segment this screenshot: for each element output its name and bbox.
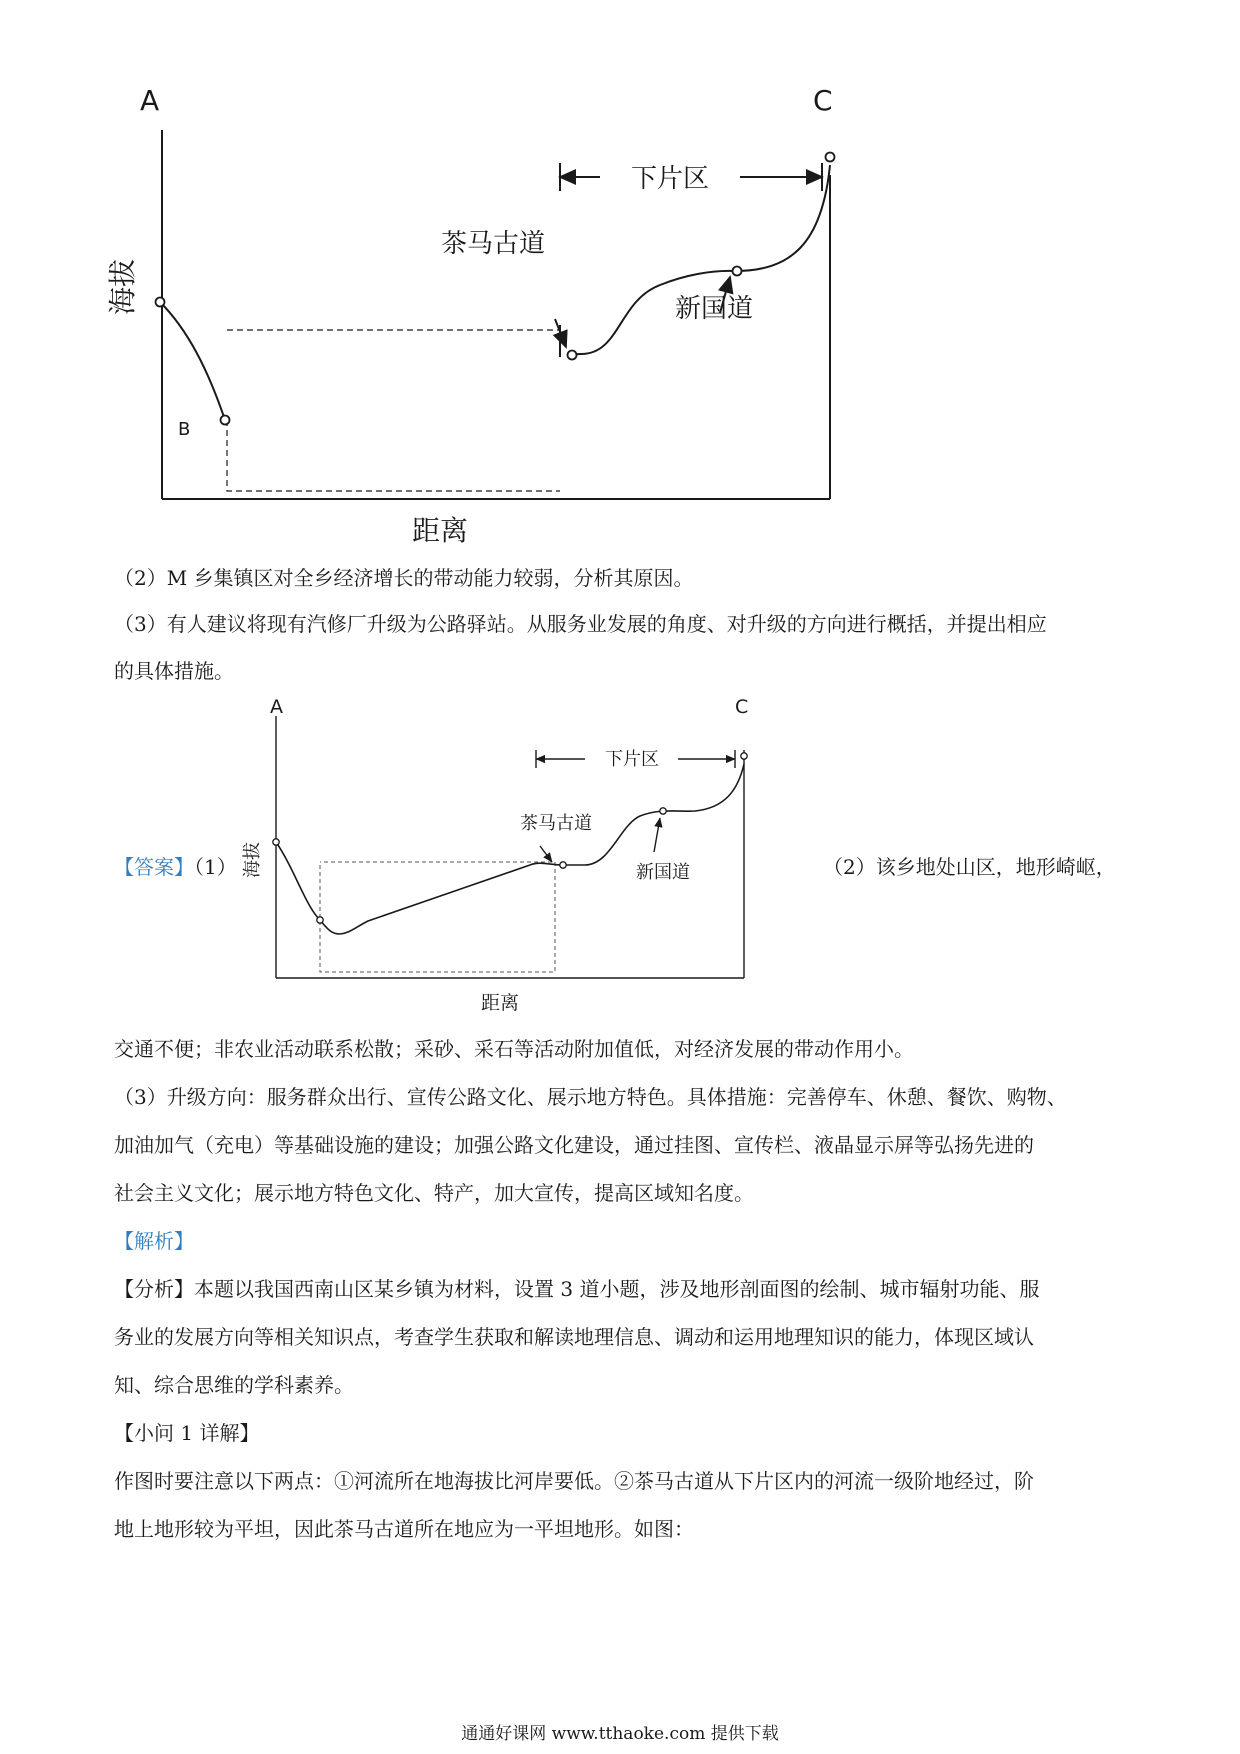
answer-part-2-start: （2）该乡地处山区，地形崎岖，: [823, 855, 1116, 879]
sub-question-1-line-1: 作图时要注意以下两点：①河流所在地海拔比河岸要低。②茶马古道从下片区内的河流一级阶地经过，阶: [114, 1469, 1034, 1493]
answer-part-2-continued: 交通不便；非农业活动联系松散；采砂、采石等活动附加值低，对经济发展的带动作用小。: [114, 1037, 914, 1061]
new-national-road-label: 新国道: [674, 294, 754, 324]
question-2: （2）M 乡集镇区对全乡经济增长的带动能力较弱，分析其原因。: [114, 566, 694, 590]
fig2-point-a-marker: [273, 839, 279, 845]
profile-curve-a-b: [160, 302, 225, 420]
range-label: 下片区: [630, 164, 710, 194]
answer-part-3-line-2: 加油加气（充电）等基础设施的建设；加强公路文化建设，通过挂图、宣传栏、液晶显示屏等弘扬先进的: [114, 1133, 1034, 1157]
point-c-marker: [826, 153, 835, 162]
tea-road-marker: [568, 351, 577, 360]
profile-figure-1: [100, 85, 880, 555]
fig2-point-c-label: C: [735, 696, 749, 718]
tea-horse-road-label: 茶马古道: [440, 229, 546, 259]
answer-tag: 【答案】: [114, 855, 194, 879]
analysis-line-3: 知、综合思维的学科素养。: [114, 1373, 354, 1397]
fig2-tea-road-marker: [560, 862, 566, 868]
new-road-marker: [733, 267, 742, 276]
analysis-line-1: 【分析】本题以我国西南山区某乡镇为材料，设置 3 道小题，涉及地形剖面图的绘制、城市辐射功能、服: [114, 1277, 1040, 1301]
analysis-line-2: 务业的发展方向等相关知识点，考查学生获取和解读地理信息、调动和运用地理知识的能力，体现区域认: [114, 1325, 1034, 1349]
answer-part-3-line-1: （3）升级方向：服务群众出行、宣传公路文化、展示地方特色。具体措施：完善停车、休憩、餐饮、购物、: [114, 1085, 1067, 1109]
analysis-tag: 【解析】: [114, 1229, 194, 1253]
fig2-dashed-box: [320, 862, 555, 972]
fig2-point-b-marker: [317, 917, 323, 923]
sub-question-1-line-2: 地上地形较为平坦，因此茶马古道所在地应为一平坦地形。如图：: [114, 1517, 694, 1541]
answer-part-1-prefix: （1）: [194, 855, 237, 879]
point-b-label: B: [178, 419, 191, 440]
point-b-marker: [221, 416, 230, 425]
answer-part-3-line-3: 社会主义文化；展示地方特色文化、特产，加大宣传，提高区域知名度。: [114, 1181, 754, 1205]
point-a-label: A: [140, 85, 160, 117]
fig2-y-axis-label: 海拔: [242, 842, 263, 878]
fig2-profile-curve: [276, 764, 744, 934]
fig2-x-axis-label: 距离: [480, 992, 520, 1014]
footer-credit: 通通好课网 www.tthaoke.com 提供下载: [461, 1724, 779, 1744]
x-axis-label: 距离: [411, 514, 469, 547]
fig2-new-road-marker: [660, 808, 666, 814]
y-axis-label: 海拔: [106, 258, 139, 316]
point-c-label: C: [813, 85, 833, 117]
fig2-tea-horse-road-label: 茶马古道: [520, 813, 592, 834]
fig2-range-label: 下片区: [605, 749, 659, 770]
fig2-new-road-arrow: [654, 818, 660, 852]
dashed-river-box: [227, 330, 560, 491]
point-a-marker: [156, 298, 165, 307]
question-3-line-1: （3）有人建议将现有汽修厂升级为公路驿站。从服务业发展的角度、对升级的方向进行概括，并提出相应: [114, 612, 1047, 636]
fig2-tea-road-arrow: [540, 846, 552, 862]
profile-figure-2: [240, 690, 760, 1015]
sub-question-1-title: 【小问 1 详解】: [114, 1421, 260, 1445]
fig2-point-a-label: A: [270, 696, 283, 718]
fig2-new-national-road-label: 新国道: [636, 862, 690, 883]
fig2-point-c-marker: [741, 753, 747, 759]
question-3-line-2: 的具体措施。: [114, 659, 234, 683]
